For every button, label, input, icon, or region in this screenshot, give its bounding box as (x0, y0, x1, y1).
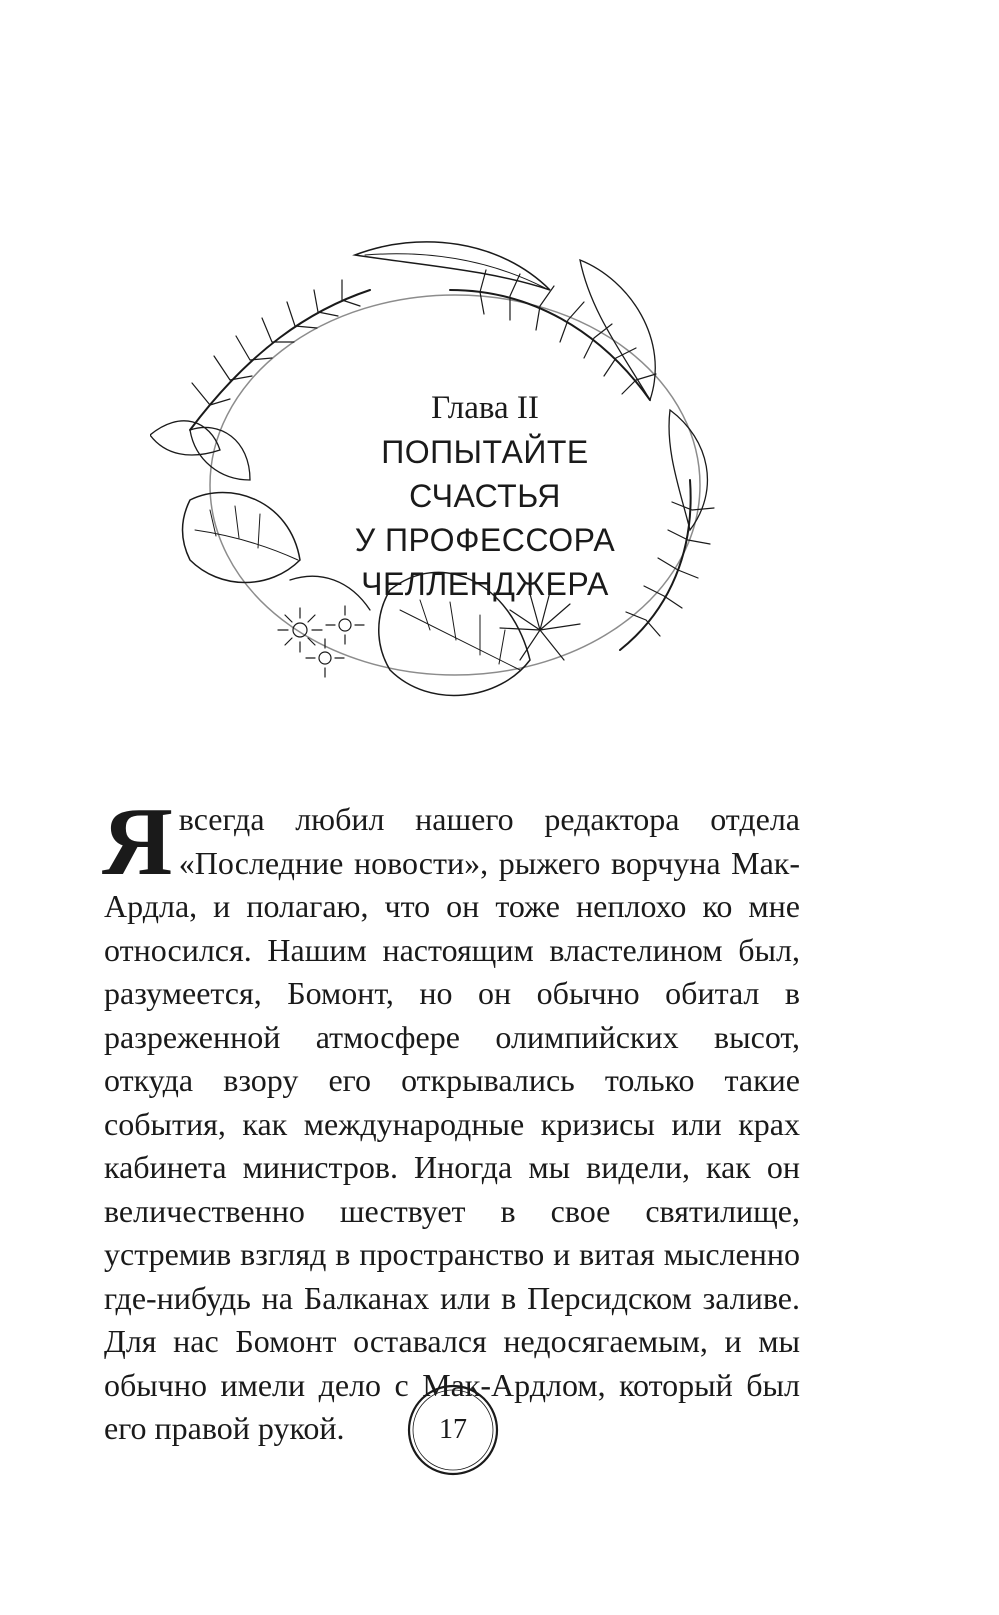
page-number-badge (403, 1380, 503, 1480)
page-number: 17 (439, 1414, 467, 1445)
chapter-title-line-3: У ПРОФЕССОРА (354, 522, 616, 558)
chapter-title-line-1: ПОПЫТАЙТЕ (381, 434, 589, 470)
body-paragraph (102, 788, 800, 1451)
chapter-label: Глава II (431, 390, 539, 426)
drop-cap: Я (102, 788, 173, 896)
chapter-heading (300, 386, 670, 606)
chapter-title-line-4: ЧЕЛЛЕНДЖЕРА (361, 566, 609, 602)
chapter-title-line-2: СЧАСТЬЯ (409, 478, 561, 514)
paragraph-text: всегда любил нашего редактора отдела «Последние новости», рыжего ворчуна Мак-Ардла, и полагаю, что он тоже неплохо ко мне относился. Нашим настоящим властелином был, разумеется, Бомонт, но он обычно обитал в разреженной атмосфере олимпийских высот, откуда взору его открывались только такие события, как международные кризисы или крах кабинета министров. Иногда мы видели, как он величественно шествует в свое святилище, устремив взгляд в пространство и витая мысленно где-нибудь на Балканах или в Персидском заливе. Для нас Бомонт оставался недосягаемым, и мы обычно имели дело с Мак-Ардлом, который был его правой рукой. (104, 801, 800, 1446)
